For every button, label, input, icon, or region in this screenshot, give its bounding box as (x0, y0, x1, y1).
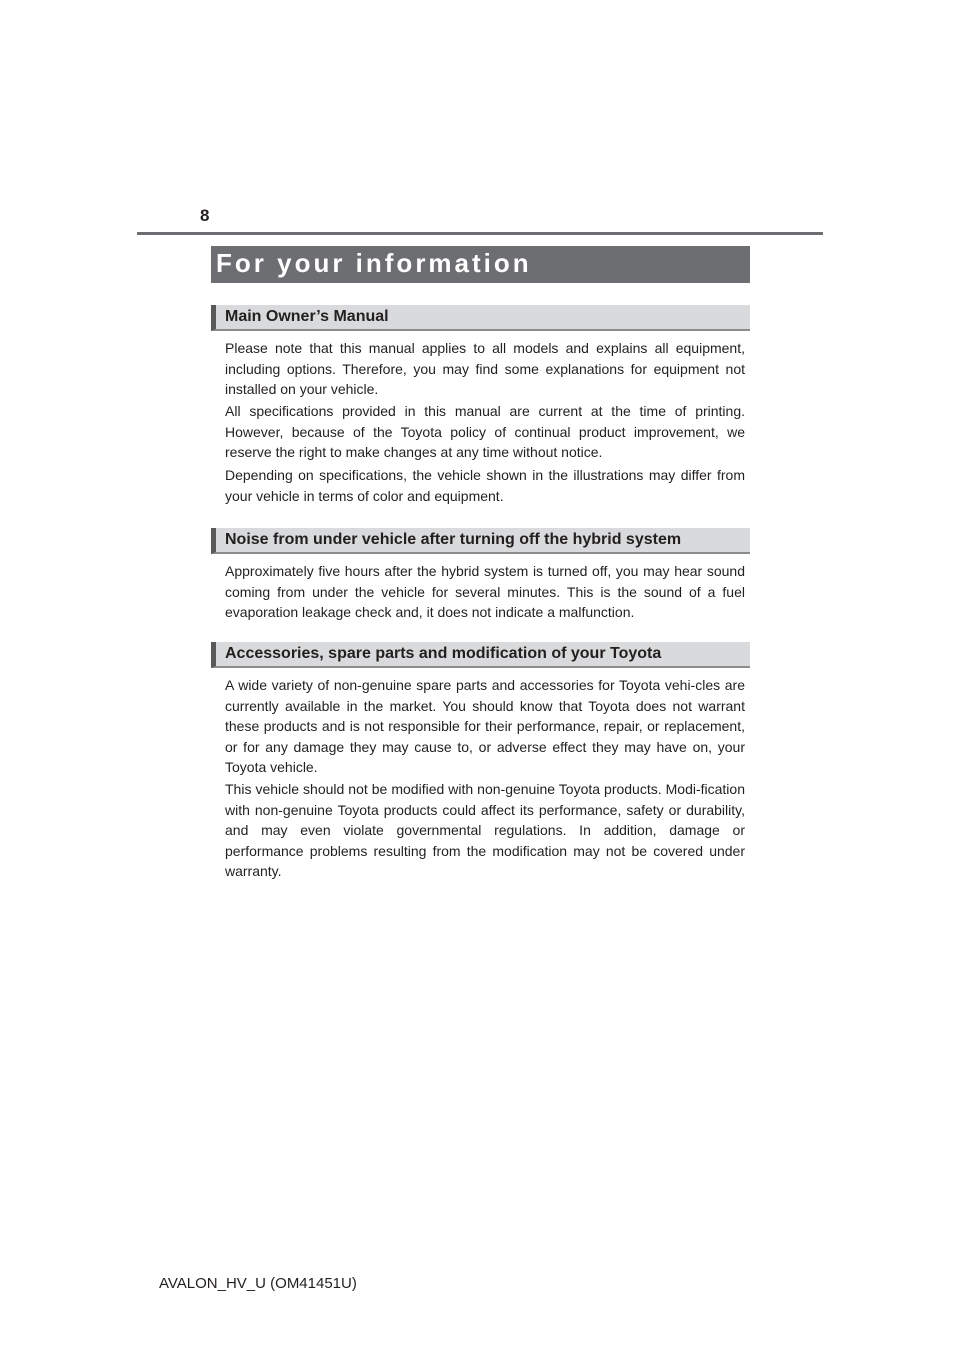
header-rule (137, 232, 823, 235)
section-heading-accessories (211, 642, 750, 668)
section-heading-text: Noise from under vehicle after turning off the hybrid system (225, 531, 682, 548)
section-heading-main-owners-manual (211, 305, 750, 331)
paragraph: Approximately five hours after the hybrid system is turned off, you may hear sound coming from under the vehicle for several minutes. This is the sound of a fuel evaporation leakage check and, it does not indicate a malfunction. (225, 563, 745, 620)
paragraph: All specifications provided in this manual are current at the time of printing. However, because of the Toyota policy of continual product improvement, we reserve the right to make changes at any time without notice. (225, 403, 745, 460)
paragraph: Depending on specifications, the vehicle shown in the illustrations may differ from your vehicle in terms of color and equipment. (225, 467, 745, 504)
page-number: 8 (200, 206, 210, 225)
paragraph: This vehicle should not be modified with non-genuine Toyota products. Modi-fication with non-genuine Toyota products could affect its performance, safety or durability, and may even violate governmental regulations. In addition, damage or performance problems resulting from the modification may not be covered under warranty. (225, 781, 745, 879)
paragraph: A wide variety of non-genuine spare parts and accessories for Toyota vehi-cles are currently available in the market. You should know that Toyota does not warrant these products and is not responsible for their performance, repair, or replacement, or for any damage they may cause to, or adverse effect they may have on, your Toyota vehicle. (225, 677, 745, 775)
section-heading-text: Accessories, spare parts and modification of your Toyota (225, 645, 662, 662)
paragraph: Please note that this manual applies to all models and explains all equipment, including options. Therefore, you may find some explanations for equipment not installed on your vehicle. (225, 340, 745, 397)
page-title-bar (211, 246, 750, 283)
document-footer: AVALON_HV_U (OM41451U) (159, 1275, 357, 1292)
section-heading-hybrid-noise (211, 528, 750, 554)
section-heading-text: Main Owner’s Manual (225, 308, 389, 325)
page-title: For your information (216, 248, 532, 278)
